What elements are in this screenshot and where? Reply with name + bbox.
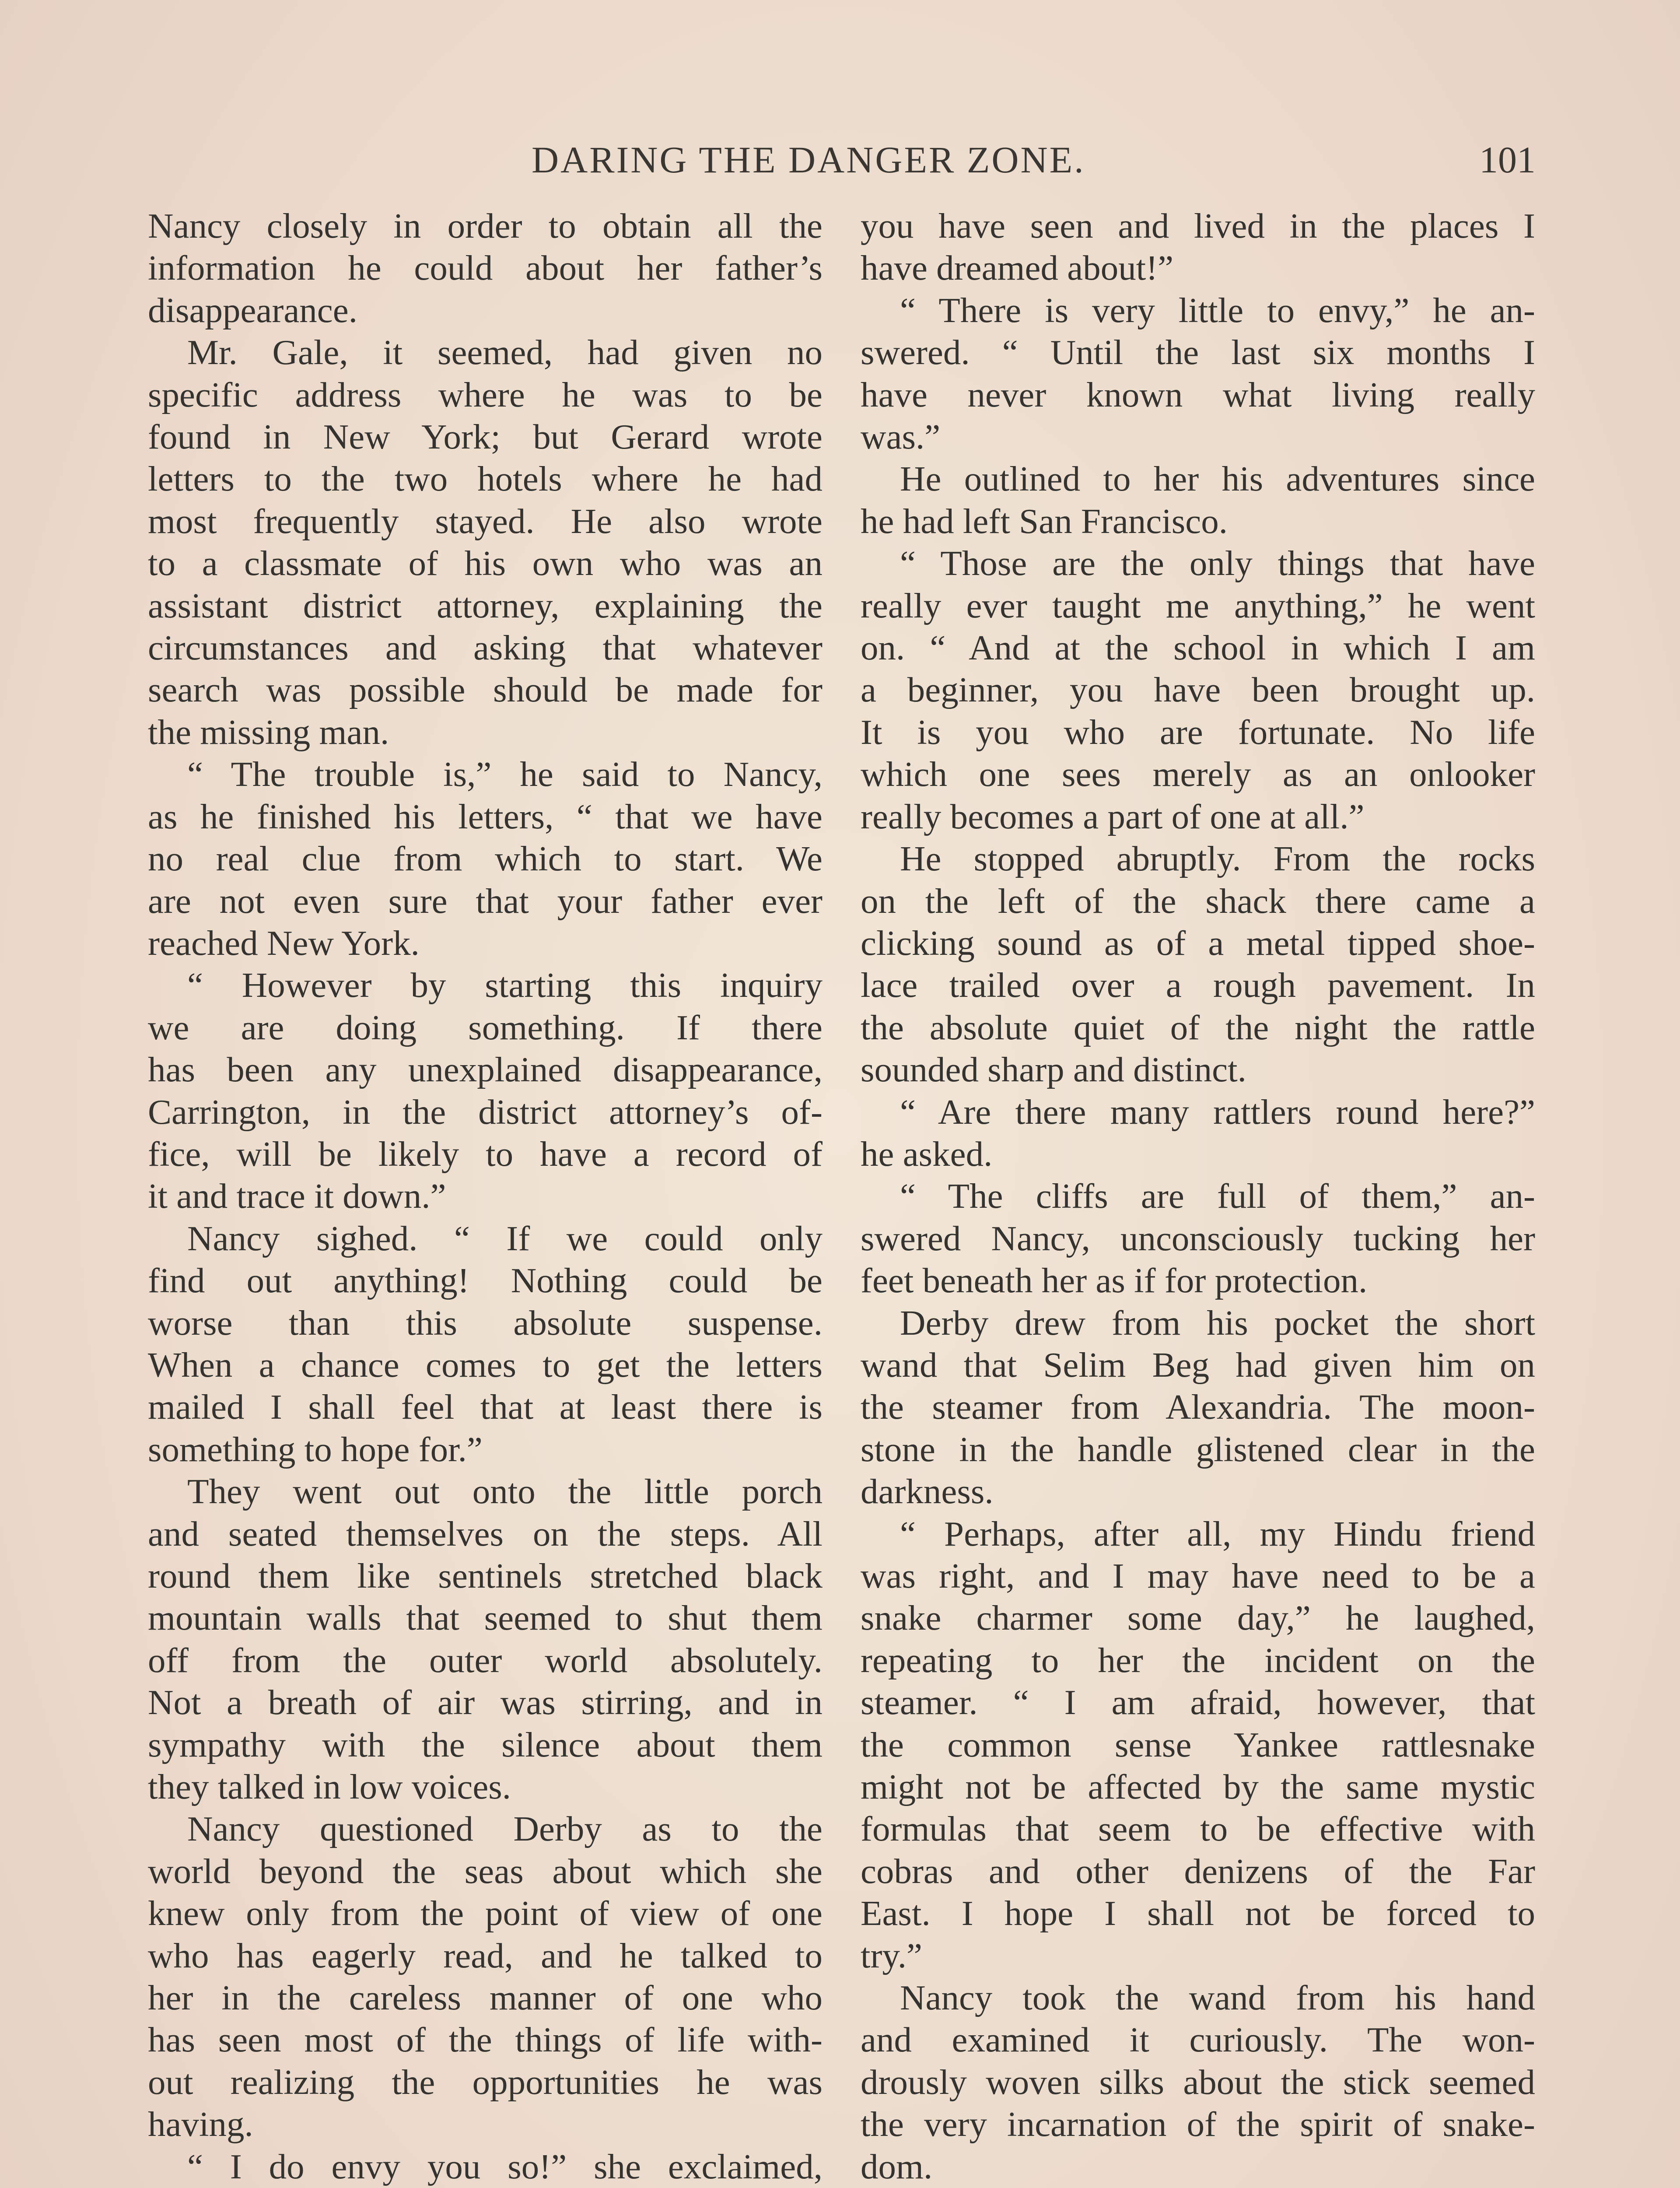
page-header: [144, 125, 1536, 190]
text-column-right: [861, 205, 1535, 2188]
text-line: have dreamed about!”: [861, 248, 1174, 288]
text-line: search was possible should be made for: [148, 670, 822, 710]
text-line: mailed I shall feel that at least there is: [148, 1387, 822, 1427]
text-line: reached New York.: [148, 923, 420, 963]
text-line: the very incarnation of the spirit of snake-: [861, 2104, 1535, 2144]
text-line: fice, will be likely to have a record of: [148, 1134, 822, 1174]
text-line: Nancy sighed. “ If we could only: [187, 1218, 822, 1258]
text-line: Not a breath of air was stirring, and in: [148, 1683, 822, 1722]
text-line: “ There is very little to envy,” he an-: [900, 290, 1535, 330]
text-line: specific address where he was to be: [148, 375, 822, 414]
text-column-left: [148, 205, 822, 2188]
text-line: They went out onto the little porch: [187, 1472, 822, 1511]
text-line: having.: [148, 2104, 253, 2144]
text-line: out realizing the opportunities he was: [148, 2062, 822, 2102]
text-line: world beyond the seas about which she: [148, 1851, 822, 1891]
text-line: “ However by starting this inquiry: [187, 965, 822, 1005]
text-line: he asked.: [861, 1134, 993, 1174]
text-line: assistant district attorney, explaining the: [148, 586, 822, 625]
text-line: steamer. “ I am afraid, however, that: [861, 1683, 1535, 1722]
text-line: “ Are there many rattlers round here?”: [900, 1092, 1535, 1132]
text-line: Nancy took the wand from his hand: [900, 1978, 1535, 2018]
text-line: “ Perhaps, after all, my Hindu friend: [900, 1514, 1535, 1553]
text-line: really ever taught me anything,” he went: [861, 586, 1535, 625]
text-line: round them like sentinels stretched black: [148, 1556, 822, 1595]
text-line: He outlined to her his adventures since: [900, 459, 1535, 499]
text-line: disappearance.: [148, 290, 357, 330]
text-line: has seen most of the things of life with-: [148, 2020, 822, 2060]
text-line: the steamer from Alexandria. The moon-: [861, 1387, 1535, 1427]
running-head: DARING THE DANGER ZONE.: [532, 139, 1085, 181]
text-line: it and trace it down.”: [148, 1176, 446, 1216]
text-line: was.”: [861, 417, 941, 457]
text-line: the absolute quiet of the night the rattle: [861, 1007, 1535, 1047]
text-line: the common sense Yankee rattlesnake: [861, 1725, 1535, 1764]
text-line: Nancy questioned Derby as to the: [187, 1809, 822, 1849]
text-line: worse than this absolute suspense.: [148, 1303, 822, 1343]
text-line: to a classmate of his own who was an: [148, 543, 822, 583]
text-line: have never known what living really: [861, 375, 1535, 414]
text-line: “ Those are the only things that have: [900, 543, 1535, 583]
text-line: as he finished his letters, “ that we have: [148, 796, 822, 836]
text-line: circumstances and asking that whatever: [148, 628, 822, 668]
text-line: When a chance comes to get the letters: [148, 1345, 822, 1385]
text-line: mountain walls that seemed to shut them: [148, 1598, 822, 1638]
text-line: try.”: [861, 1936, 922, 1975]
text-line: he had left San Francisco.: [861, 501, 1228, 541]
text-line: the missing man.: [148, 712, 389, 752]
text-line: sounded sharp and distinct.: [861, 1050, 1246, 1090]
text-line: “ The cliffs are full of them,” an-: [900, 1176, 1535, 1216]
text-line: He stopped abruptly. From the rocks: [900, 839, 1535, 879]
text-line: really becomes a part of one at all.”: [861, 796, 1365, 836]
text-line: letters to the two hotels where he had: [148, 459, 822, 499]
text-line: most frequently stayed. He also wrote: [148, 501, 822, 541]
text-line: clicking sound as of a metal tipped shoe-: [861, 923, 1535, 963]
text-line: “ I do envy you so!” she exclaimed,: [187, 2146, 822, 2186]
text-line: swered. “ Until the last six months I: [861, 333, 1535, 372]
text-line: and seated themselves on the steps. All: [148, 1514, 822, 1553]
text-line: who has eagerly read, and he talked to: [148, 1936, 822, 1975]
text-line: sympathy with the silence about them: [148, 1725, 822, 1764]
text-line: It is you who are fortunate. No life: [861, 712, 1535, 752]
text-line: East. I hope I shall not be forced to: [861, 1893, 1535, 1933]
text-line: her in the careless manner of one who: [148, 1978, 822, 2018]
text-line: formulas that seem to be effective with: [861, 1809, 1535, 1849]
text-line: dom.: [861, 2146, 933, 2186]
text-line: cobras and other denizens of the Far: [861, 1851, 1535, 1891]
text-line: snake charmer some day,” he laughed,: [861, 1598, 1535, 1638]
text-line: you have seen and lived in the places I: [861, 206, 1535, 245]
text-line: something to hope for.”: [148, 1429, 483, 1469]
text-line: which one sees merely as an onlooker: [861, 754, 1535, 794]
text-line: Derby drew from his pocket the short: [900, 1303, 1535, 1343]
text-line: Carrington, in the district attorney’s of-: [148, 1092, 822, 1132]
text-line: repeating to her the incident on the: [861, 1640, 1535, 1680]
text-line: might not be affected by the same mystic: [861, 1767, 1535, 1807]
text-line: find out anything! Nothing could be: [148, 1261, 822, 1301]
text-line: was right, and I may have need to be a: [861, 1556, 1535, 1595]
text-line: Nancy closely in order to obtain all the: [148, 206, 822, 245]
text-line: a beginner, you have been brought up.: [861, 670, 1535, 710]
text-line: stone in the handle glistened clear in the: [861, 1429, 1535, 1469]
text-line: feet beneath her as if for protection.: [861, 1261, 1368, 1301]
text-line: swered Nancy, unconsciously tucking her: [861, 1218, 1535, 1258]
text-line: information he could about her father’s: [148, 248, 822, 288]
text-line: found in New York; but Gerard wrote: [148, 417, 822, 457]
page-number: 101: [1479, 139, 1536, 181]
text-line: lace trailed over a rough pavement. In: [861, 965, 1535, 1005]
text-line: off from the outer world absolutely.: [148, 1640, 822, 1680]
text-line: darkness.: [861, 1472, 994, 1511]
text-line: are not even sure that your father ever: [148, 881, 822, 921]
text-line: on. “ And at the school in which I am: [861, 628, 1535, 668]
text-line: on the left of the shack there came a: [861, 881, 1535, 921]
text-line: they talked in low voices.: [148, 1767, 511, 1807]
text-line: has been any unexplained disappearance,: [148, 1050, 822, 1090]
text-line: wand that Selim Beg had given him on: [861, 1345, 1535, 1385]
text-line: and examined it curiously. The won-: [861, 2020, 1535, 2060]
text-line: we are doing something. If there: [148, 1007, 822, 1047]
text-line: no real clue from which to start. We: [148, 839, 822, 879]
text-line: drously woven silks about the stick seemed: [861, 2062, 1535, 2102]
text-line: Mr. Gale, it seemed, had given no: [187, 333, 822, 372]
text-line: knew only from the point of view of one: [148, 1893, 822, 1933]
text-line: “ The trouble is,” he said to Nancy,: [187, 754, 822, 794]
